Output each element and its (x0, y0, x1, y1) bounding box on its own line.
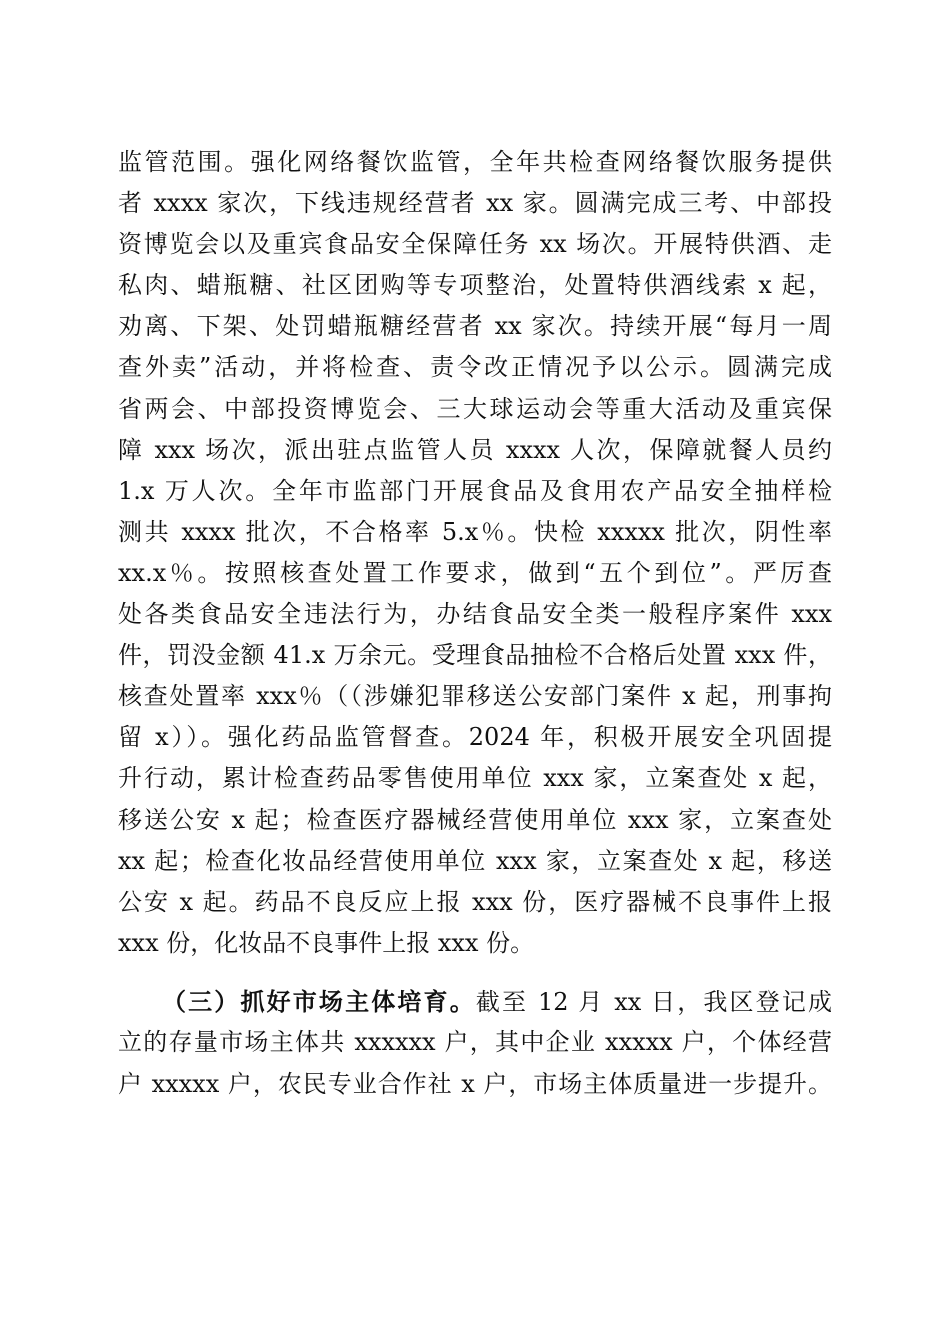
text-line: 私肉、蜡瓶糖、社区团购等专项整治，处置特供酒线索 x 起， (118, 271, 832, 300)
section-heading: （三）抓好市场主体培育。 (162, 987, 476, 1017)
document-body (118, 142, 832, 1105)
text-line: 资博览会以及重宾食品安全保障任务 xx 场次。开展特供酒、走 (118, 230, 832, 259)
text-line: 升行动，累计检查药品零售使用单位 xxx 家，立案查处 x 起， (118, 764, 832, 793)
text-line: 处各类食品安全违法行为，办结食品安全类一般程序案件 xxx (118, 600, 832, 629)
text-line: 核查处置率 xxx％（（涉嫌犯罪移送公安部门案件 x 起，刑事拘 (118, 682, 832, 711)
text-line: 省两会、中部投资博览会、三大球运动会等重大活动及重宾保 (118, 394, 832, 423)
text-run: 截至 12 月 xx 日，我区登记成 (475, 988, 832, 1017)
text-line: 1.x 万人次。全年市监部门开展食品及食用农产品安全抽样检 (118, 476, 832, 505)
text-line: 者 xxxx 家次，下线违规经营者 xx 家。圆满完成三考、中部投 (118, 189, 832, 218)
text-line: 监管范围。强化网络餐饮监管，全年共检查网络餐饮服务提供 (118, 148, 832, 176)
text-line: 移送公安 x 起；检查医疗器械经营使用单位 xxx 家，立案查处 (118, 805, 832, 834)
text-line: 查外卖”活动，并将检查、责令改正情况予以公示。圆满完成 (118, 353, 832, 382)
text-line: 立的存量市场主体共 xxxxxx 户，其中企业 xxxxx 户，个体经营 (118, 1028, 832, 1057)
text-line: xx.x％。按照核查处置工作要求，做到“五个到位”。严厉查 (118, 558, 832, 587)
text-line: xx 起；检查化妆品经营使用单位 xxx 家，立案查处 x 起，移送 (118, 846, 832, 875)
text-line: xxx 份，化妆品不良事件上报 xxx 份。 (118, 928, 535, 957)
text-line: 户 xxxxx 户，农民专业合作社 x 户，市场主体质量进一步提升。 (118, 1069, 832, 1098)
text-line (118, 981, 832, 1022)
paragraph-market-entity-cultivation (118, 981, 832, 1104)
text-line: 测共 xxxx 批次，不合格率 5.x％。快检 xxxxx 批次，阴性率 (118, 517, 832, 546)
text-line: 劝离、下架、处罚蜡瓶糖经营者 xx 家次。持续开展“每月一周 (118, 312, 832, 341)
text-line: 障 xxx 场次，派出驻点监管人员 xxxx 人次，保障就餐人员约 (118, 435, 832, 464)
text-line: 留 x））。强化药品监管督查。2024 年，积极开展安全巩固提 (118, 723, 832, 752)
paragraph-food-drug-supervision (118, 142, 832, 964)
text-line: 件，罚没金额 41.x 万余元。受理食品抽检不合格后处置 xxx 件， (118, 641, 832, 670)
text-line: 公安 x 起。药品不良反应上报 xxx 份，医疗器械不良事件上报 (118, 887, 832, 916)
